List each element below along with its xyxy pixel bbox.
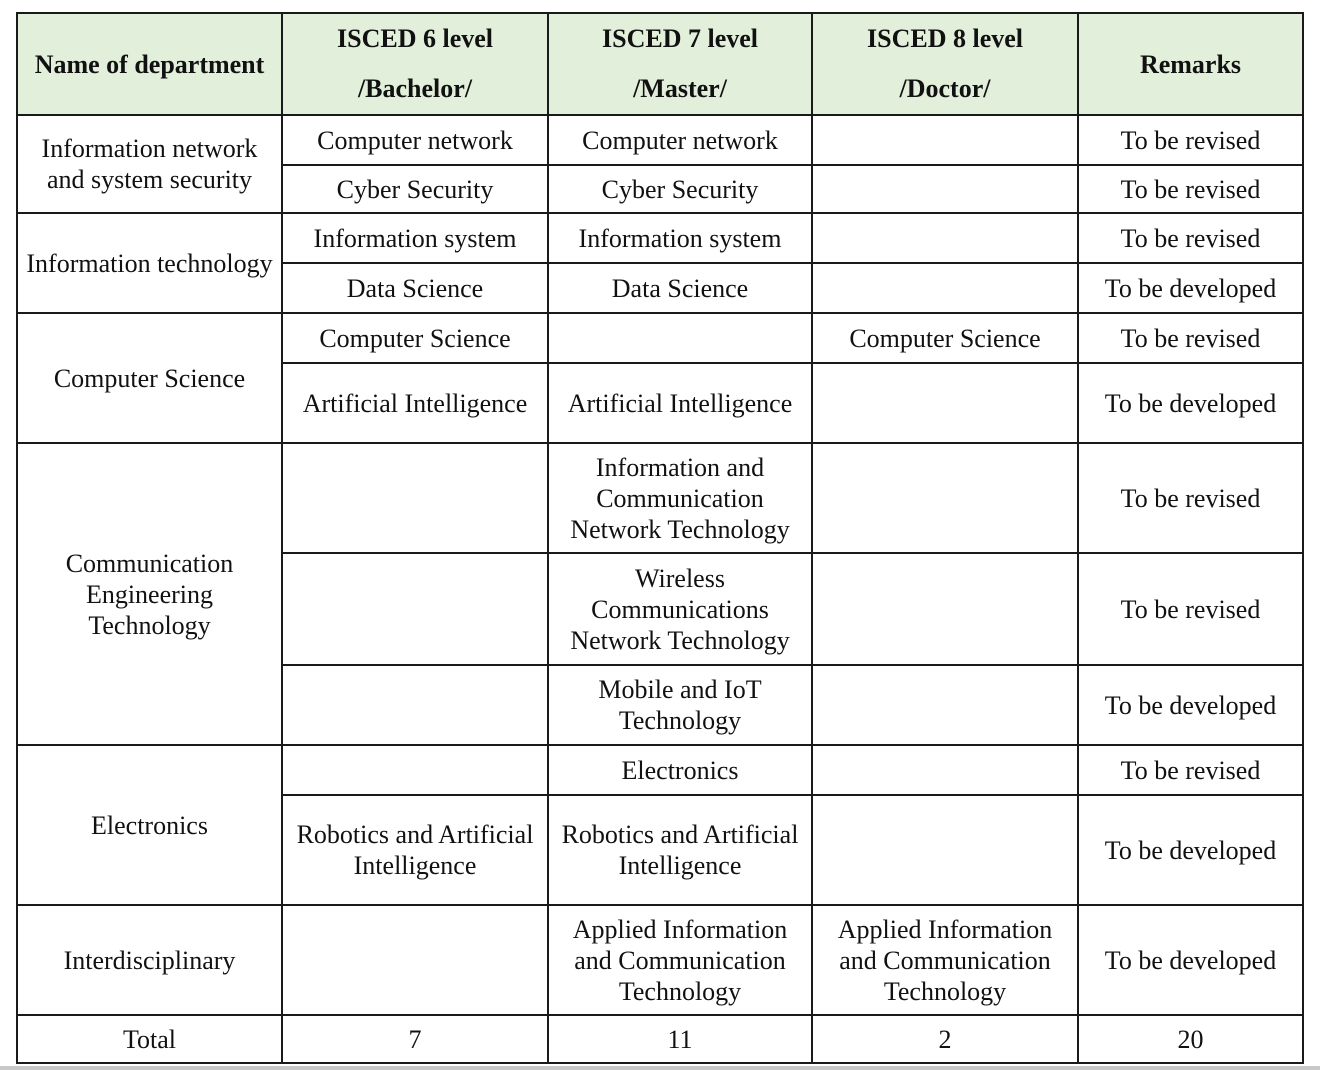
bachelor-cell: Cyber Security bbox=[282, 165, 548, 213]
bachelor-cell: Artificial Intelligence bbox=[282, 363, 548, 443]
header-isced6: ISCED 6 level /Bachelor/ bbox=[282, 13, 548, 115]
doctor-cell bbox=[812, 115, 1078, 165]
doctor-cell: Applied Information and Communication Technology bbox=[812, 905, 1078, 1015]
remarks-cell: To be revised bbox=[1078, 115, 1303, 165]
doctor-cell bbox=[812, 165, 1078, 213]
master-cell: Electronics bbox=[548, 745, 812, 795]
table-row bbox=[17, 443, 1303, 553]
doctor-cell bbox=[812, 795, 1078, 905]
department-cell: Information network and system security bbox=[17, 115, 282, 213]
header-row bbox=[17, 13, 1303, 115]
master-cell: Information system bbox=[548, 213, 812, 263]
bachelor-cell bbox=[282, 905, 548, 1015]
page-bottom-rule bbox=[0, 1066, 1320, 1070]
remarks-cell: To be developed bbox=[1078, 363, 1303, 443]
department-cell: Interdisciplinary bbox=[17, 905, 282, 1015]
doctor-cell bbox=[812, 213, 1078, 263]
table-row bbox=[17, 213, 1303, 263]
master-cell: Applied Information and Communication Technology bbox=[548, 905, 812, 1015]
master-cell: Data Science bbox=[548, 263, 812, 313]
doctor-cell bbox=[812, 443, 1078, 553]
header-isced8: ISCED 8 level /Doctor/ bbox=[812, 13, 1078, 115]
doctor-cell: Computer Science bbox=[812, 313, 1078, 363]
table-row bbox=[17, 745, 1303, 795]
master-cell: Wireless Communications Network Technology bbox=[548, 553, 812, 665]
table-row bbox=[17, 115, 1303, 165]
remarks-cell: To be revised bbox=[1078, 213, 1303, 263]
total-master: 11 bbox=[548, 1015, 812, 1063]
doctor-cell bbox=[812, 665, 1078, 745]
department-cell: Electronics bbox=[17, 745, 282, 905]
table-row bbox=[17, 313, 1303, 363]
remarks-cell: To be revised bbox=[1078, 553, 1303, 665]
remarks-cell: To be developed bbox=[1078, 263, 1303, 313]
total-label: Total bbox=[17, 1015, 282, 1063]
bachelor-cell: Computer Science bbox=[282, 313, 548, 363]
department-cell: Communication Engineering Technology bbox=[17, 443, 282, 745]
bachelor-cell: Robotics and Artificial Intelligence bbox=[282, 795, 548, 905]
header-department: Name of department bbox=[17, 13, 282, 115]
master-cell: Robotics and Artificial Intelligence bbox=[548, 795, 812, 905]
department-cell: Information technology bbox=[17, 213, 282, 313]
master-cell bbox=[548, 313, 812, 363]
bachelor-cell: Computer network bbox=[282, 115, 548, 165]
remarks-cell: To be revised bbox=[1078, 313, 1303, 363]
bachelor-cell bbox=[282, 553, 548, 665]
programs-table bbox=[16, 12, 1304, 1064]
doctor-cell bbox=[812, 263, 1078, 313]
master-cell: Cyber Security bbox=[548, 165, 812, 213]
total-doctor: 2 bbox=[812, 1015, 1078, 1063]
header-remarks: Remarks bbox=[1078, 13, 1303, 115]
total-bachelor: 7 bbox=[282, 1015, 548, 1063]
master-cell: Artificial Intelligence bbox=[548, 363, 812, 443]
master-cell: Computer network bbox=[548, 115, 812, 165]
total-remarks: 20 bbox=[1078, 1015, 1303, 1063]
bachelor-cell bbox=[282, 665, 548, 745]
remarks-cell: To be developed bbox=[1078, 905, 1303, 1015]
bachelor-cell bbox=[282, 443, 548, 553]
table-row bbox=[17, 905, 1303, 1015]
master-cell: Information and Communication Network Technology bbox=[548, 443, 812, 553]
bachelor-cell bbox=[282, 745, 548, 795]
doctor-cell bbox=[812, 553, 1078, 665]
doctor-cell bbox=[812, 745, 1078, 795]
remarks-cell: To be revised bbox=[1078, 745, 1303, 795]
remarks-cell: To be revised bbox=[1078, 443, 1303, 553]
doctor-cell bbox=[812, 363, 1078, 443]
department-cell: Computer Science bbox=[17, 313, 282, 443]
bachelor-cell: Information system bbox=[282, 213, 548, 263]
remarks-cell: To be developed bbox=[1078, 795, 1303, 905]
remarks-cell: To be developed bbox=[1078, 665, 1303, 745]
master-cell: Mobile and IoT Technology bbox=[548, 665, 812, 745]
total-row bbox=[17, 1015, 1303, 1063]
remarks-cell: To be revised bbox=[1078, 165, 1303, 213]
bachelor-cell: Data Science bbox=[282, 263, 548, 313]
header-isced7: ISCED 7 level /Master/ bbox=[548, 13, 812, 115]
